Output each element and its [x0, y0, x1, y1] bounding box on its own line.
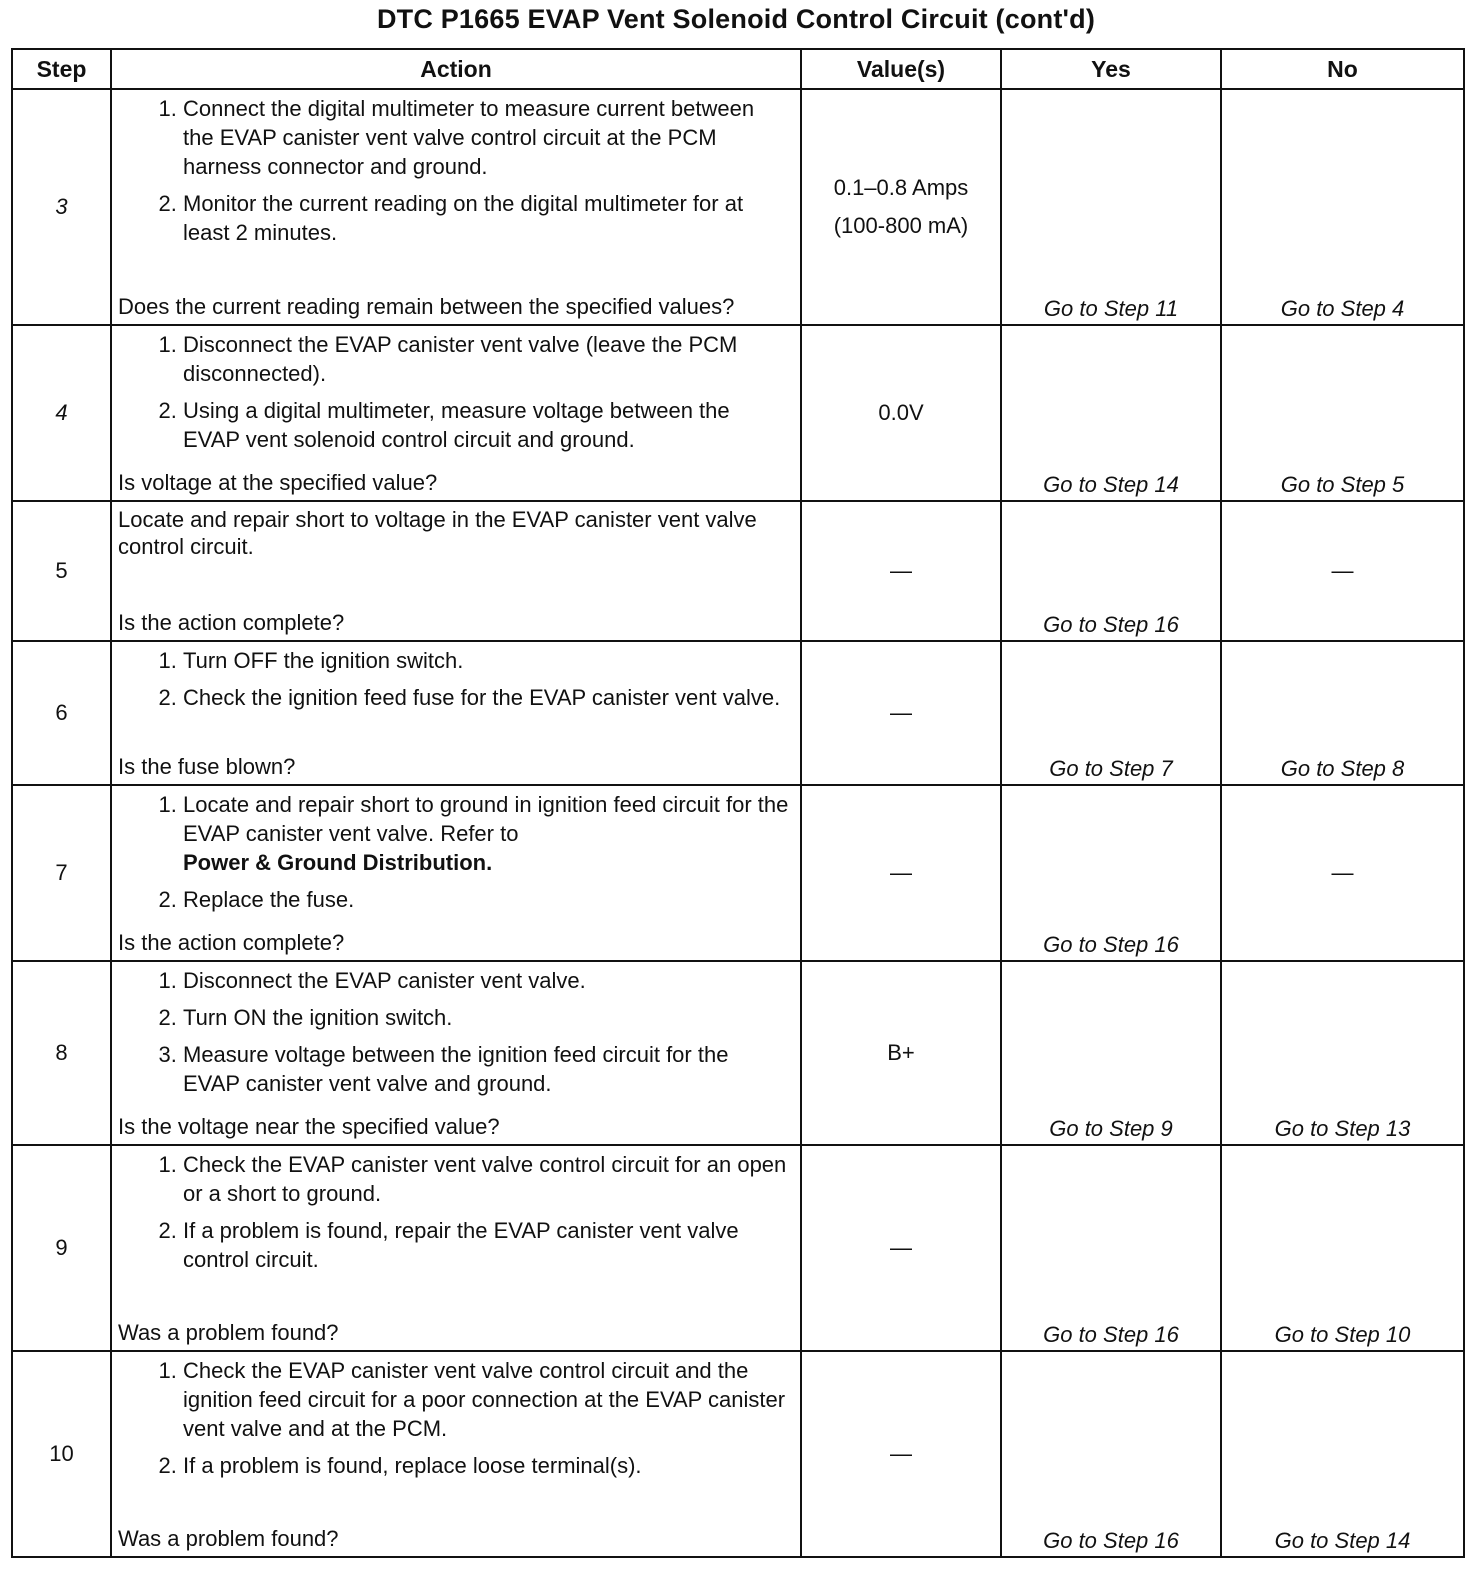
no-cell: Go to Step 8: [1221, 641, 1464, 785]
step-number: 9: [12, 1145, 111, 1351]
no-cell: —: [1221, 785, 1464, 961]
table-row: [12, 961, 1464, 1145]
no-cell: Go to Step 10: [1221, 1145, 1464, 1351]
action-cell: [111, 325, 801, 501]
action-steps: [118, 1356, 790, 1488]
action-question: Is the action complete?: [118, 610, 345, 635]
step-number: 4: [12, 325, 111, 501]
header-action: Action: [111, 49, 801, 89]
value-cell: 0.0V: [801, 325, 1001, 501]
value-line: 0.1–0.8 Amps: [833, 175, 969, 200]
action-question: Was a problem found?: [118, 1526, 339, 1551]
page-title: DTC P1665 EVAP Vent Solenoid Control Circuit (cont'd): [376, 4, 1096, 34]
action-step: 1. Connect the digital multimeter to measure current between the EVAP canister vent valve control circuit at the PCM harness connector and ground.: [183, 94, 790, 181]
yes-cell: Go to Step 16: [1001, 1351, 1221, 1557]
action-steps: [118, 966, 790, 1106]
yes-cell: Go to Step 16: [1001, 785, 1221, 961]
action-step: 2. Turn ON the ignition switch.: [183, 1003, 790, 1032]
value-cell: —: [801, 785, 1001, 961]
step-number: 7: [12, 785, 111, 961]
action-cell: [111, 641, 801, 785]
step-number: 10: [12, 1351, 111, 1557]
step-number: 8: [12, 961, 111, 1145]
action-step: 1. Disconnect the EVAP canister vent valve.: [183, 966, 790, 995]
action-question: Is the voltage near the specified value?: [118, 1114, 500, 1139]
no-cell: Go to Step 5: [1221, 325, 1464, 501]
table-row: [12, 1145, 1464, 1351]
step-number: 6: [12, 641, 111, 785]
action-step: 1. Disconnect the EVAP canister vent valve (leave the PCM disconnected).: [183, 330, 790, 388]
action-step: [183, 790, 790, 877]
no-cell: Go to Step 4: [1221, 89, 1464, 325]
value-cell: —: [801, 501, 1001, 641]
header-no: No: [1221, 49, 1464, 89]
yes-cell: Go to Step 11: [1001, 89, 1221, 325]
value-cell: B+: [801, 961, 1001, 1145]
value-cell: —: [801, 641, 1001, 785]
action-cell: [111, 961, 801, 1145]
no-cell: Go to Step 13: [1221, 961, 1464, 1145]
action-step: 2. Check the ignition feed fuse for the EVAP canister vent valve.: [183, 683, 790, 712]
table-row: [12, 325, 1464, 501]
header-row: [12, 49, 1464, 89]
yes-cell: Go to Step 16: [1001, 501, 1221, 641]
action-step: 2. If a problem is found, repair the EVAP canister vent valve control circuit.: [183, 1216, 790, 1274]
header-value: Value(s): [801, 49, 1001, 89]
step-number: 3: [12, 89, 111, 325]
action-step: 1. Check the EVAP canister vent valve control circuit for an open or a short to ground.: [183, 1150, 790, 1208]
action-steps: [118, 1150, 790, 1282]
action-step: 2. Monitor the current reading on the digital multimeter for at least 2 minutes.: [183, 189, 790, 247]
action-step: 3. Measure voltage between the ignition feed circuit for the EVAP canister vent valve and ground.: [183, 1040, 790, 1098]
reference-link[interactable]: Power & Ground Distribution.: [183, 850, 493, 875]
action-cell: [111, 501, 801, 641]
yes-cell: Go to Step 7: [1001, 641, 1221, 785]
action-question: Is voltage at the specified value?: [118, 470, 438, 495]
diagnostic-table: [11, 48, 1465, 1558]
header-yes: Yes: [1001, 49, 1221, 89]
header-step: Step: [12, 49, 111, 89]
action-steps: [118, 646, 790, 720]
table-row: [12, 501, 1464, 641]
yes-cell: Go to Step 14: [1001, 325, 1221, 501]
action-step: 1. Check the EVAP canister vent valve control circuit and the ignition feed circuit for a poor connection at the EVAP canister vent valve and at the PCM.: [183, 1356, 790, 1443]
table-row: [12, 89, 1464, 325]
action-question: Is the fuse blown?: [118, 754, 296, 779]
action-step-text: Locate and repair short to ground in ignition feed circuit for the EVAP canister vent valve. Refer to: [183, 792, 789, 846]
action-cell: [111, 785, 801, 961]
action-step: 2. If a problem is found, replace loose terminal(s).: [183, 1451, 790, 1480]
no-cell: Go to Step 14: [1221, 1351, 1464, 1557]
action-steps: [118, 330, 790, 462]
value-line: (100-800 mA): [833, 213, 969, 238]
table-row: [12, 1351, 1464, 1557]
action-cell: [111, 1145, 801, 1351]
action-question: Was a problem found?: [118, 1320, 339, 1345]
yes-cell: Go to Step 9: [1001, 961, 1221, 1145]
value-cell: [801, 89, 1001, 325]
yes-cell: Go to Step 16: [1001, 1145, 1221, 1351]
action-text: Locate and repair short to voltage in the EVAP canister vent valve control circuit.: [118, 507, 757, 559]
action-cell: [111, 89, 801, 325]
action-step: 1. Turn OFF the ignition switch.: [183, 646, 790, 675]
value-cell: —: [801, 1145, 1001, 1351]
step-number: 5: [12, 501, 111, 641]
action-question: Does the current reading remain between the specified values?: [118, 294, 735, 319]
action-step: 2. Replace the fuse.: [183, 885, 790, 914]
no-cell: —: [1221, 501, 1464, 641]
action-steps: [118, 94, 790, 255]
action-cell: [111, 1351, 801, 1557]
action-step: 2. Using a digital multimeter, measure voltage between the EVAP vent solenoid control circuit and ground.: [183, 396, 790, 454]
table-row: [12, 641, 1464, 785]
action-question: Is the action complete?: [118, 930, 345, 955]
value-cell: —: [801, 1351, 1001, 1557]
action-steps: [118, 790, 790, 922]
table-row: [12, 785, 1464, 961]
